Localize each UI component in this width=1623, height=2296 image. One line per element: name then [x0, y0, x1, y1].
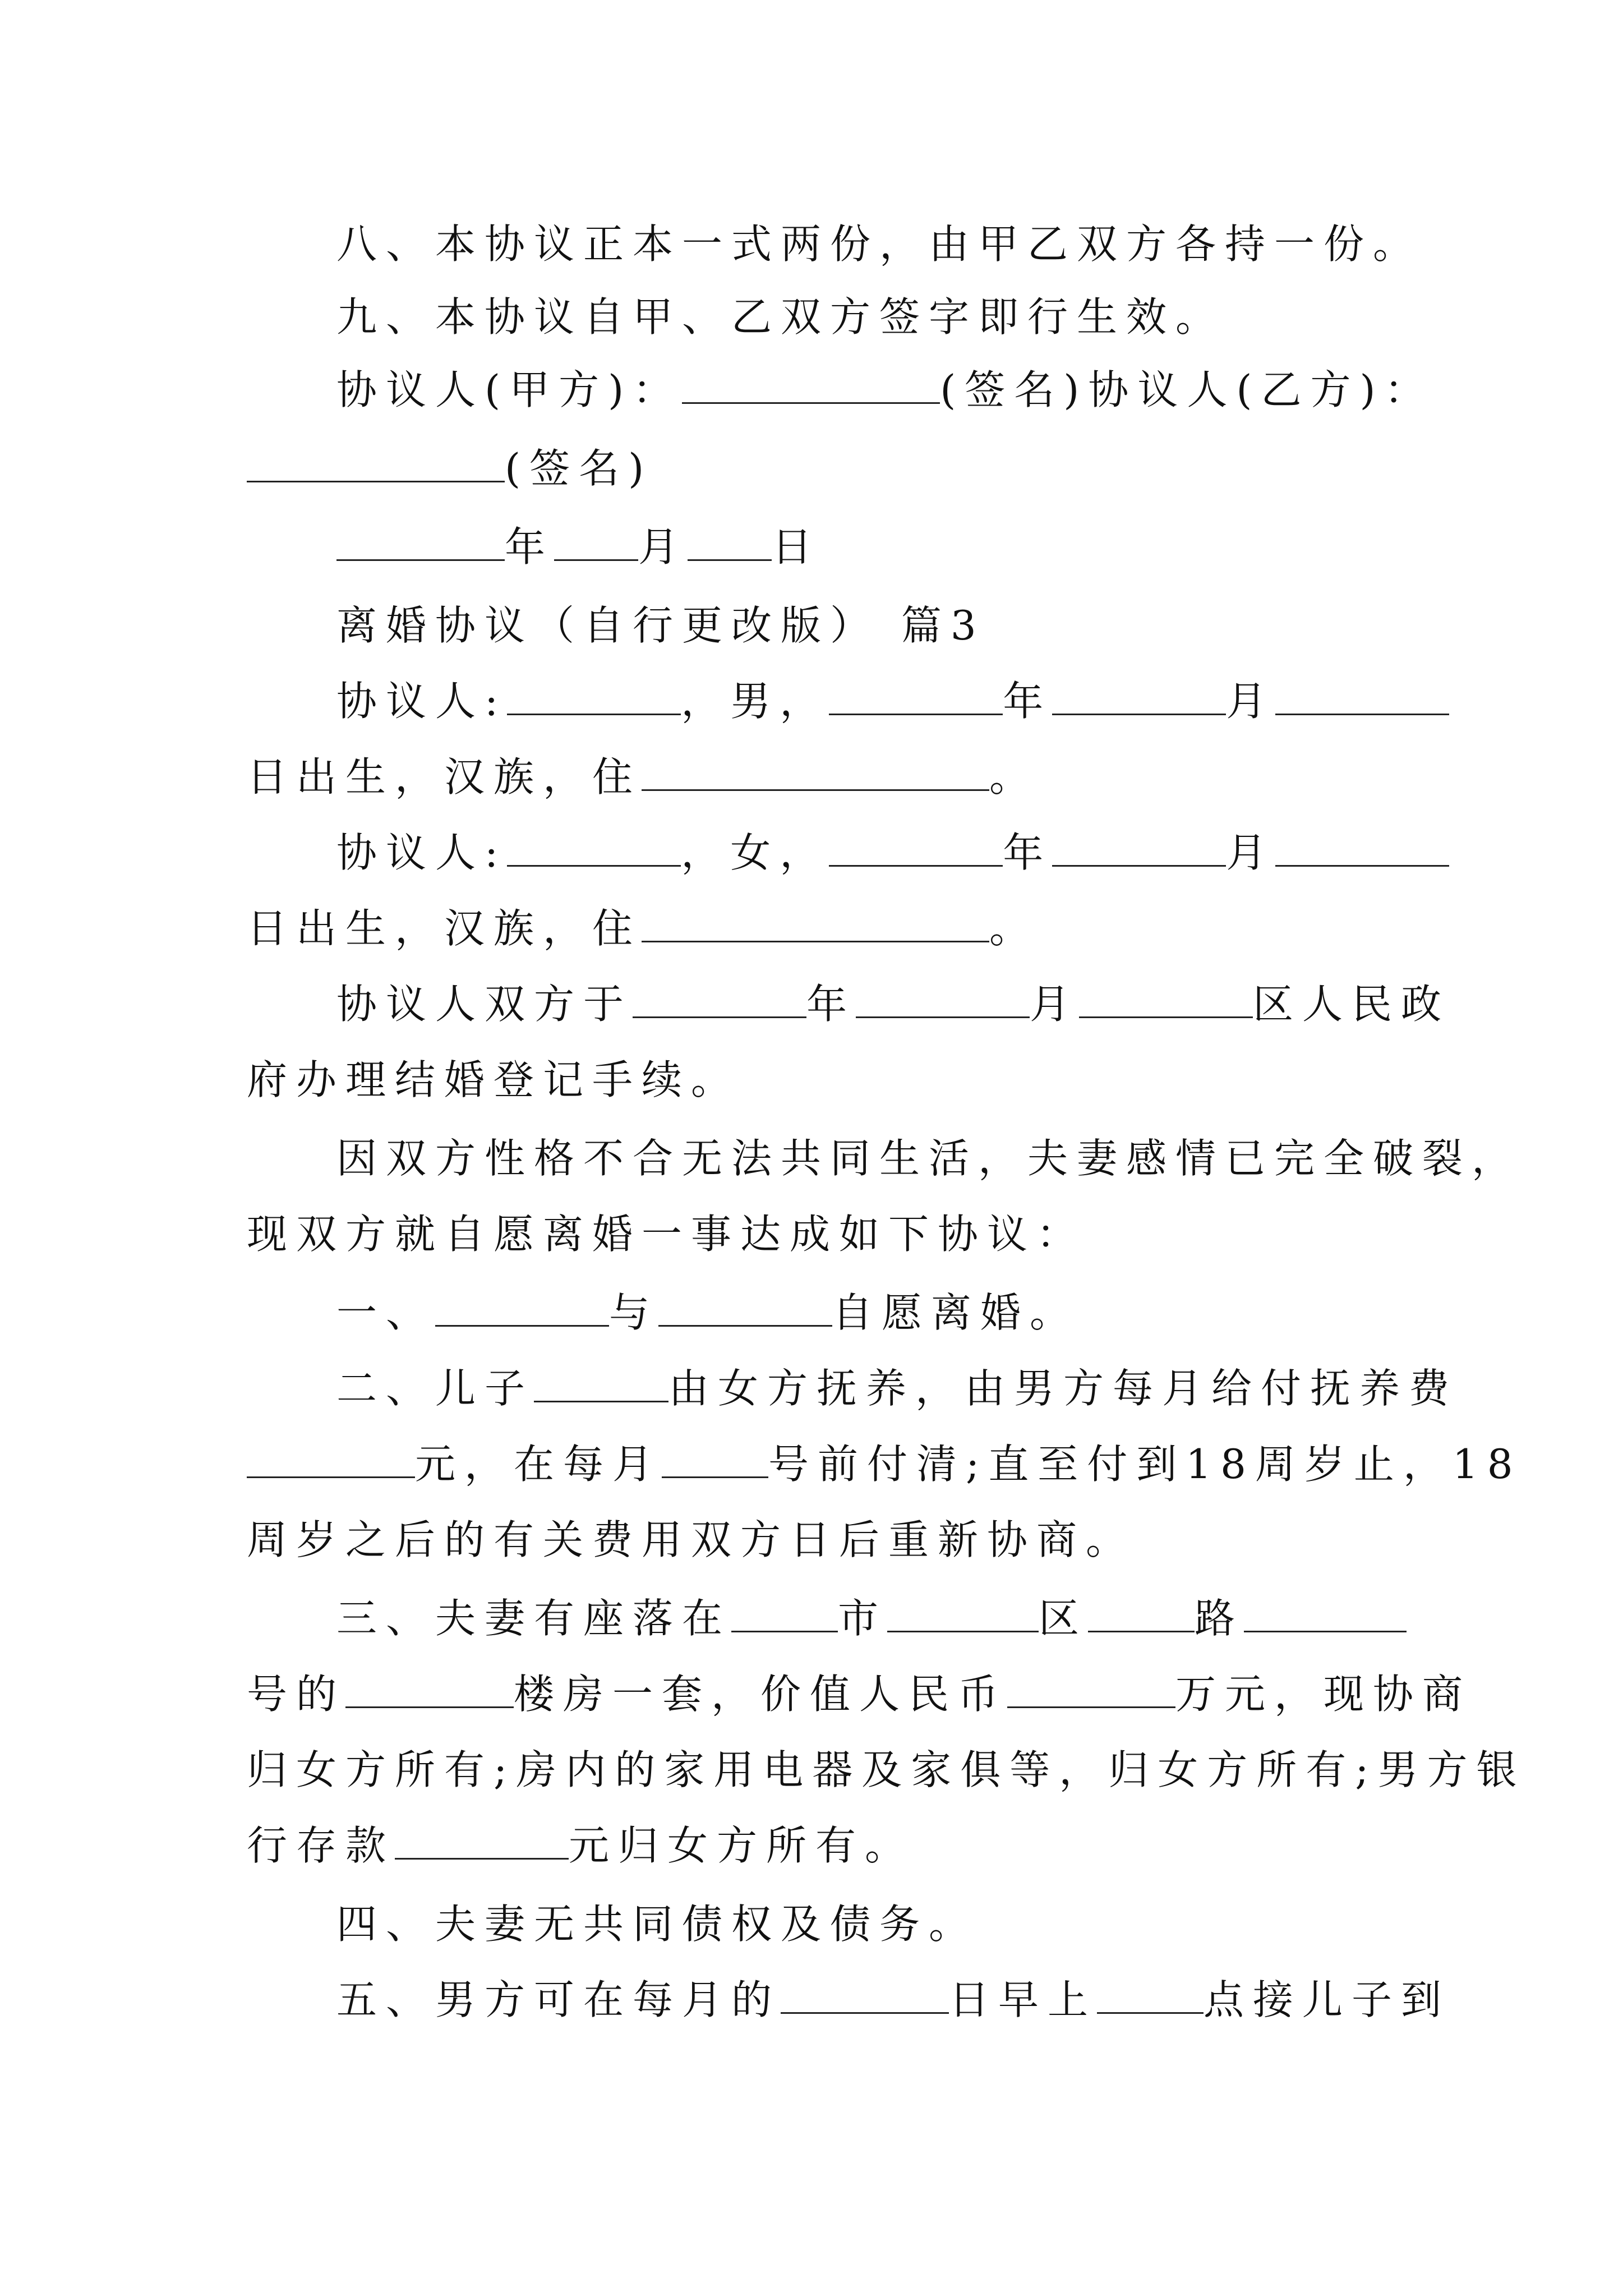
number-blank [1244, 1596, 1407, 1632]
year-blank [829, 679, 1003, 715]
clause-2-cont-2: 周岁之后的有关费用双方日后重新协商。 [247, 1516, 1136, 1563]
address-blank [642, 906, 989, 942]
year-blank [336, 524, 505, 561]
city-blank [731, 1596, 838, 1632]
signature-line: 协议人(甲方)： (签名)协议人(乙方)： [336, 366, 1434, 413]
day-blank [688, 524, 772, 561]
month-blank [554, 524, 638, 561]
clause-9: 九、本协议自甲、乙双方签字即行生效。 [336, 293, 1225, 341]
clause-3: 三、夫妻有座落在 市 区 路 [336, 1588, 1407, 1649]
amount-blank [247, 1442, 415, 1478]
year-blank [633, 982, 806, 1018]
year-blank [829, 830, 1003, 867]
road-blank [1088, 1596, 1195, 1632]
month-blank [1052, 679, 1226, 715]
clause-8: 八、本协议正本一式两份，由甲乙双方各持一份。 [336, 220, 1423, 268]
clause-5: 五、男方可在每月的 日早上 点接儿子到 [336, 1976, 1451, 2023]
month-blank [856, 982, 1030, 1018]
marriage-registration-line-cont: 府办理结婚登记手续。 [247, 1056, 741, 1103]
clause-1: 一、 与 自愿离婚。 [336, 1289, 1080, 1336]
day-blank [781, 1977, 949, 2014]
hour-blank [1097, 1977, 1204, 2014]
month-blank [1052, 830, 1226, 867]
address-blank [642, 754, 989, 791]
clause-4: 四、夫妻无共同债权及债务。 [336, 1901, 979, 1948]
child-name-blank [534, 1366, 668, 1402]
day-blank [662, 1442, 768, 1478]
party-2-line: 协议人: ，女， 年 月 [336, 822, 1449, 884]
deposit-blank [395, 1823, 569, 1860]
signature-line-cont: (签名) [247, 438, 653, 499]
party-1-line-cont: 日出生，汉族，住 。 [247, 753, 1039, 800]
section-title: 离婚协议（自行更改版） 篇3 [336, 602, 985, 649]
reason-line-cont: 现双方就自愿离婚一事达成如下协议： [247, 1211, 1086, 1258]
signature-blank-party-b [247, 446, 505, 482]
district-blank [887, 1596, 1039, 1632]
name-blank [507, 679, 681, 715]
district-blank [1079, 982, 1253, 1018]
reason-line: 因双方性格不合无法共同生活，夫妻感情已完全破裂， [336, 1135, 1521, 1182]
signature-blank-party-a [682, 367, 940, 404]
clause-3-cont: 号的 楼房一套，价值人民币 万元，现协商 [247, 1671, 1472, 1718]
marriage-registration-line: 协议人双方于 年 月 区人民政 [336, 981, 1451, 1028]
clause-3-cont-3: 行存款 元归女方所有。 [247, 1822, 915, 1869]
building-blank [345, 1672, 514, 1708]
party-1-line: 协议人: ，男， 年 月 [336, 670, 1449, 732]
value-blank [1007, 1672, 1175, 1708]
name-blank [507, 830, 681, 867]
name-blank [435, 1290, 609, 1327]
name-blank [658, 1290, 832, 1327]
clause-2-cont: 元，在每月 号前付清;直至付到18周岁止，18 [247, 1433, 1522, 1495]
day-blank [1275, 830, 1449, 867]
clause-3-cont-2: 归女方所有;房内的家用电器及家俱等，归女方所有;男方银 [247, 1746, 1526, 1793]
day-blank [1275, 679, 1449, 715]
date-line: 年 月 日 [336, 516, 821, 578]
party-2-line-cont: 日出生，汉族，住 。 [247, 905, 1039, 952]
clause-2: 二、儿子 由女方抚养，由男方每月给付抚养费 [336, 1365, 1459, 1412]
